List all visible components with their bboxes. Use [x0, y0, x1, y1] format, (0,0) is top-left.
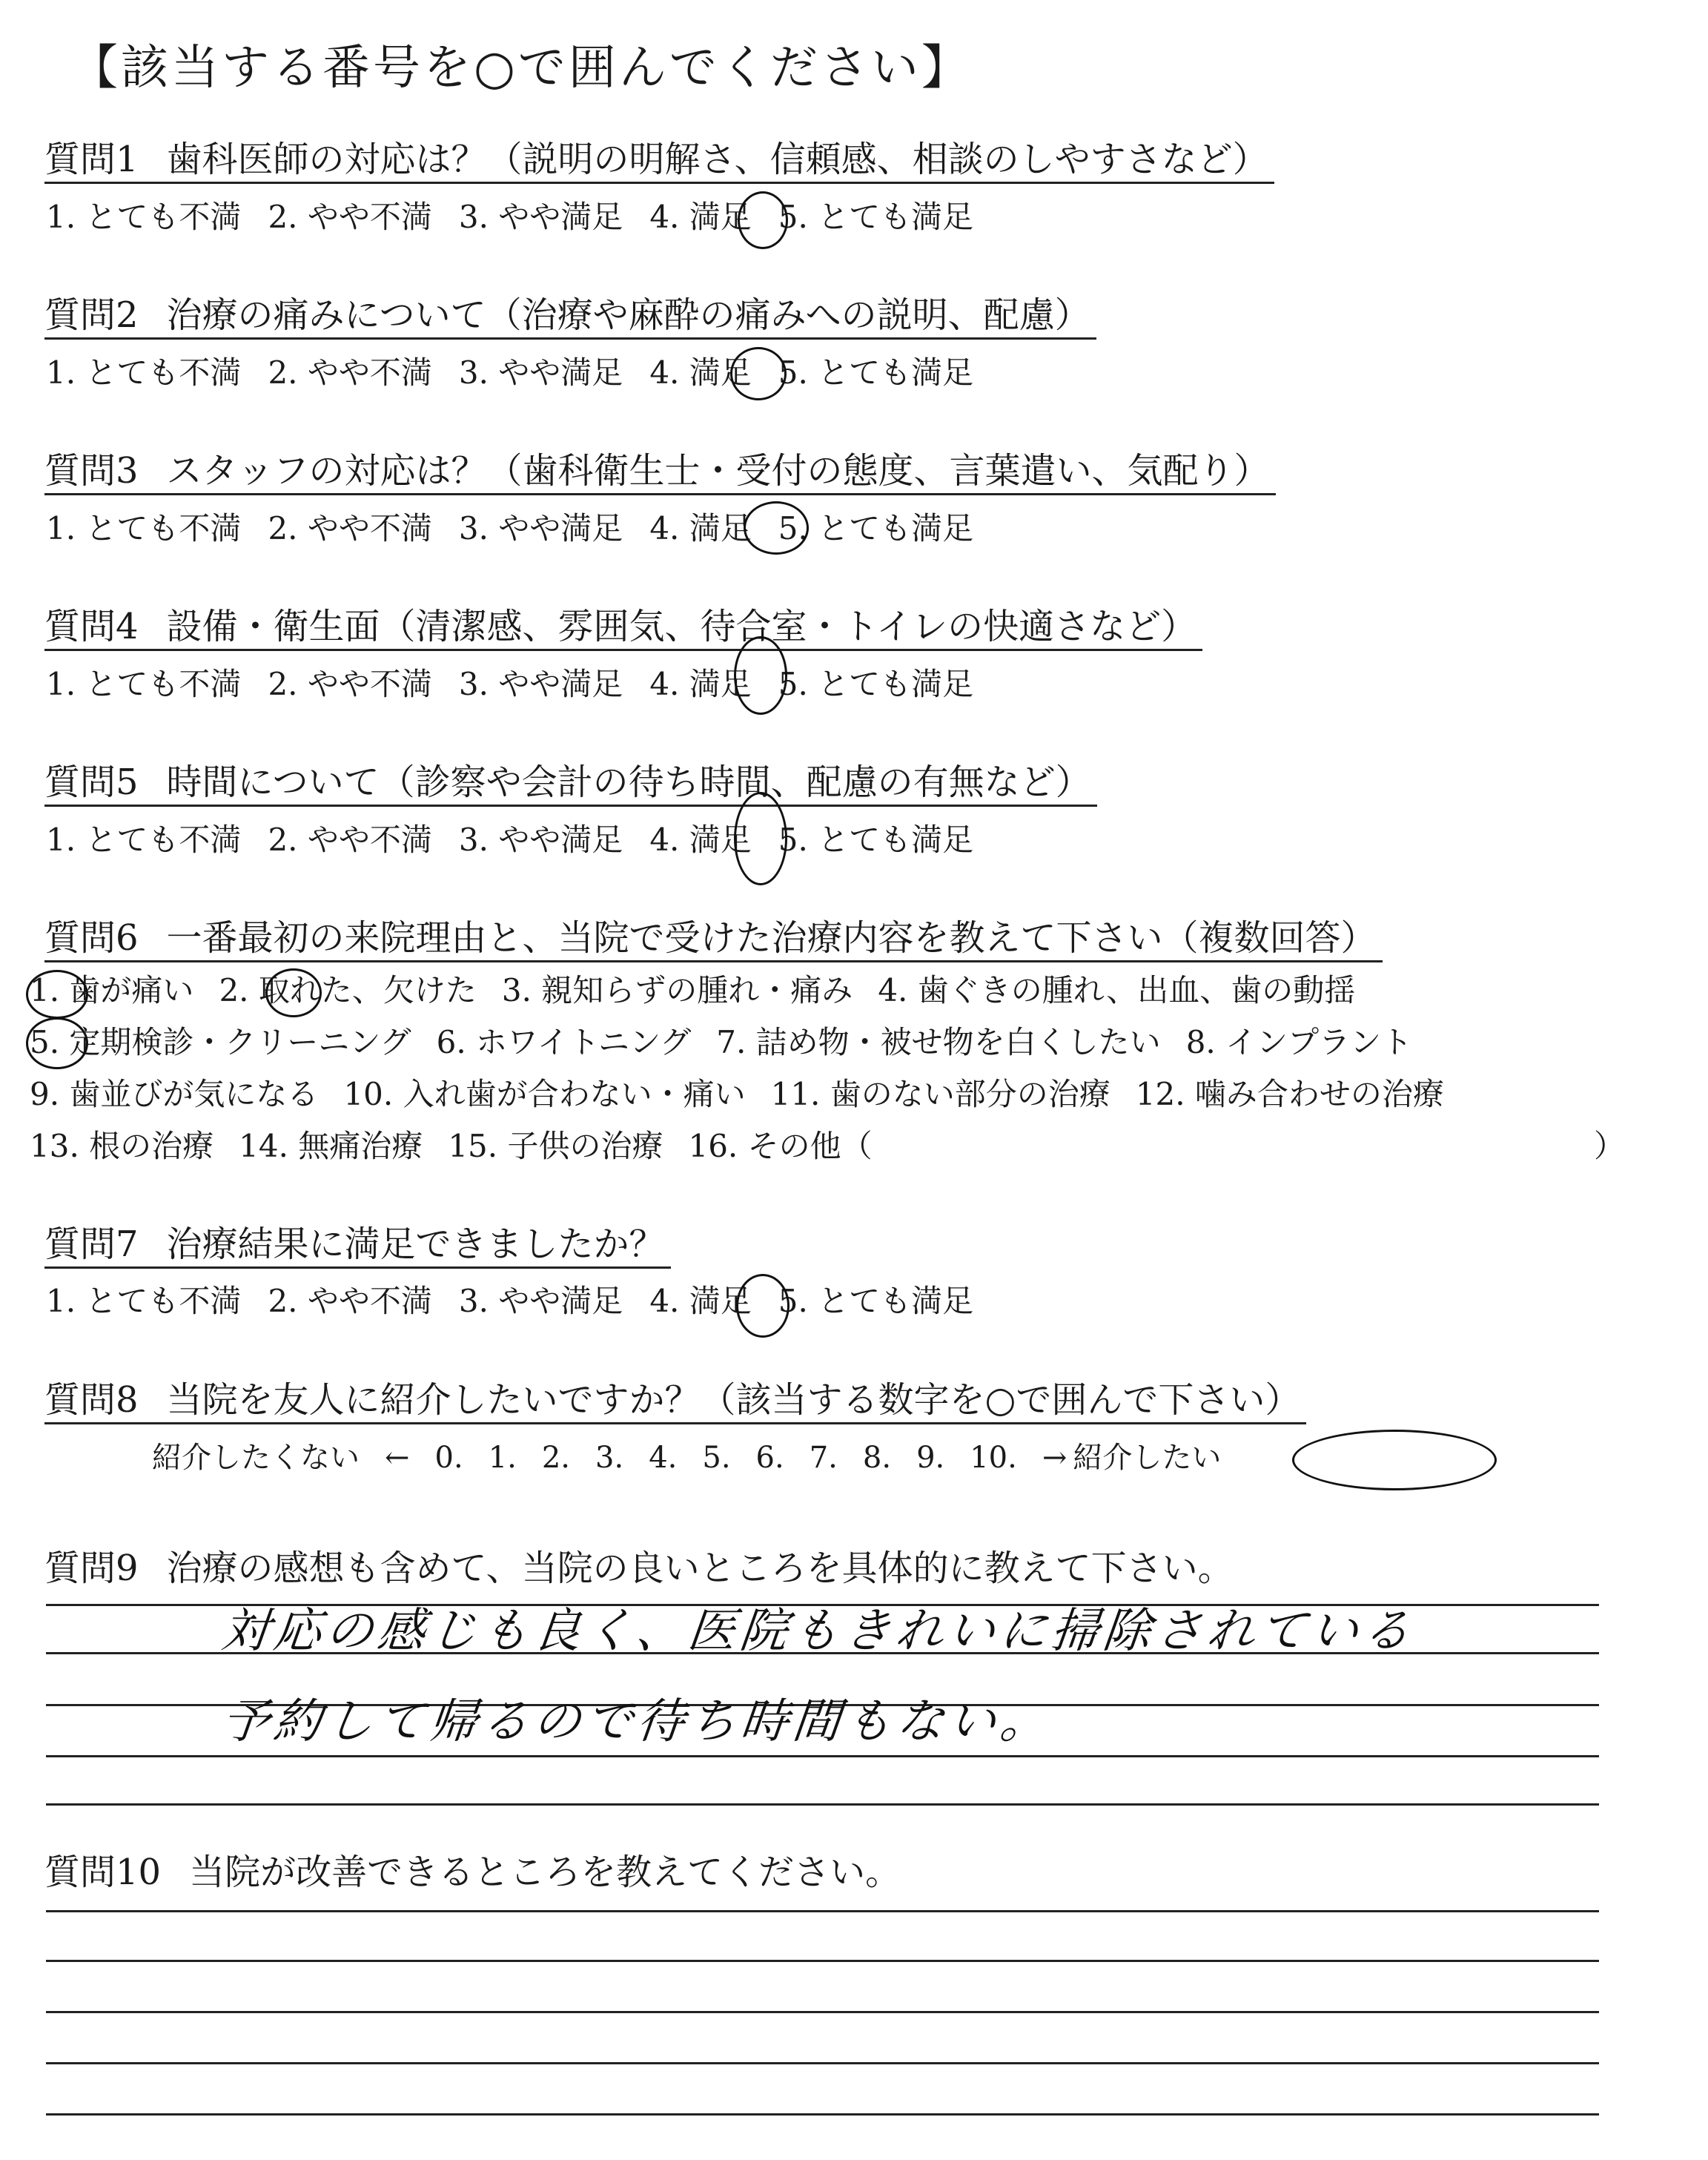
question-text: 歯科医師の対応は？（説明の明解さ、信頼感、相談のしやすさなど） [166, 139, 1268, 180]
question-text: 設備・衛生面（清潔感、雰囲気、待合室・トイレの快適さなど） [166, 606, 1197, 647]
right-arrow-icon: → [1042, 1441, 1068, 1475]
handwritten-answer-line-1[interactable]: 対応の感じも良く、医院もきれいに掃除されている [219, 1604, 1417, 1659]
question-number: 質問6 [44, 917, 139, 959]
question-number: 質問8 [44, 1379, 139, 1421]
choice-1[interactable]: 1. とても不満 [46, 354, 242, 391]
choice-2[interactable]: 2. やや不満 [268, 510, 432, 546]
q6-option-11[interactable]: 11. 歯のない部分の治療 [770, 1076, 1110, 1112]
question-8-title [44, 1378, 1306, 1424]
choice-2[interactable]: 2. やや不満 [268, 1283, 432, 1319]
question-text: 治療の感想も含めて、当院の良いところを具体的に教えて下さい。 [166, 1548, 1234, 1589]
choice-2[interactable]: 2. やや不満 [268, 666, 432, 702]
choice-1[interactable]: 1. とても不満 [46, 510, 242, 546]
question-number: 質問5 [44, 762, 139, 803]
choice-4[interactable]: 4. 満足 [649, 822, 752, 858]
question-9-title [44, 1546, 1234, 1591]
q6-option-6[interactable]: 6. ホワイトニング [436, 1024, 692, 1060]
question-6-title [44, 916, 1383, 962]
q6-option-5[interactable]: 5. 定期検診・クリーニング [30, 1024, 411, 1060]
q8-option-8[interactable]: 8. [862, 1441, 892, 1475]
answer-line [46, 1910, 1599, 1912]
question-7-title [44, 1222, 671, 1269]
choice-1[interactable]: 1. とても不満 [46, 199, 242, 235]
answer-circle-mark [730, 347, 787, 400]
q6-options-row-4 [30, 1127, 1626, 1166]
question-text: スタッフの対応は？（歯科衛生士・受付の態度、言葉遣い、気配り） [166, 450, 1270, 492]
choice-5[interactable]: 5. とても満足 [778, 510, 974, 546]
q8-option-5[interactable]: 5. [702, 1441, 731, 1475]
q8-option-0[interactable]: 0. [434, 1441, 463, 1475]
q6-option-10[interactable]: 10. 入れ歯が合わない・痛い [343, 1076, 746, 1112]
question-text: 当院が改善できるところを教えてください。 [189, 1852, 901, 1893]
answer-line [46, 2062, 1599, 2064]
answer-circle-mark [734, 792, 787, 885]
q8-option-4[interactable]: 4. [649, 1441, 678, 1475]
question-text: 治療の痛みについて（治療や麻酔の痛みへの説明、配慮） [166, 294, 1090, 336]
question-3-choices [46, 510, 1000, 547]
question-4-choices [46, 666, 1000, 703]
question-number: 質問1 [44, 139, 139, 180]
choice-4[interactable]: 4. 満足 [649, 1283, 752, 1319]
choice-2[interactable]: 2. やや不満 [268, 199, 432, 235]
choice-1[interactable]: 1. とても不満 [46, 666, 242, 702]
choice-1[interactable]: 1. とても不満 [46, 1283, 242, 1319]
question-number: 質問9 [44, 1548, 139, 1589]
q8-option-2[interactable]: 2. [541, 1441, 571, 1475]
choice-2[interactable]: 2. やや不満 [268, 354, 432, 391]
question-text: 一番最初の来院理由と、当院で受けた治療内容を教えて下さい（複数回答） [166, 917, 1377, 959]
choice-3[interactable]: 3. やや満足 [458, 1283, 623, 1319]
choice-3[interactable]: 3. やや満足 [458, 199, 623, 235]
choice-4[interactable]: 4. 満足 [649, 510, 752, 546]
choice-5[interactable]: 5. とても満足 [778, 354, 974, 391]
question-text: 当院を友人に紹介したいですか？（該当する数字を○で囲んで下さい） [166, 1379, 1301, 1421]
q6-option-7[interactable]: 7. 詰め物・被せ物を白くしたい [716, 1024, 1161, 1060]
choice-5[interactable]: 5. とても満足 [778, 666, 974, 702]
question-number: 質問10 [44, 1852, 162, 1893]
answer-circle-mark [1292, 1430, 1497, 1490]
q6-option-1[interactable]: 1. 歯が痛い [30, 972, 194, 1008]
choice-3[interactable]: 3. やや満足 [458, 510, 623, 546]
q6-option-13[interactable]: 13. 根の治療 [30, 1128, 214, 1164]
question-text: 時間について（診察や会計の待ち時間、配慮の有無など） [166, 762, 1091, 803]
question-7-choices [46, 1283, 1000, 1320]
choice-1[interactable]: 1. とても不満 [46, 822, 242, 858]
page-title: 【該当する番号を○で囲んでください】 [70, 41, 972, 96]
choice-3[interactable]: 3. やや満足 [458, 666, 623, 702]
handwritten-answer-line-2[interactable]: 予約して帰るので待ち時間もない。 [219, 1694, 1056, 1749]
q6-option-12[interactable]: 12. 噛み合わせの治療 [1135, 1076, 1444, 1112]
q8-recommend-scale [152, 1439, 1246, 1477]
answer-line [46, 1803, 1599, 1806]
question-number: 質問7 [44, 1223, 139, 1265]
choice-3[interactable]: 3. やや満足 [458, 822, 623, 858]
choice-2[interactable]: 2. やや不満 [268, 822, 432, 858]
q8-left-label: 紹介したくない [152, 1441, 360, 1475]
q8-option-10[interactable]: 10. [970, 1441, 1017, 1475]
q6-option-14[interactable]: 14. 無痛治療 [239, 1128, 423, 1164]
question-5-choices [46, 822, 1000, 859]
question-1-choices [46, 199, 1000, 236]
q8-option-1[interactable]: 1. [488, 1441, 517, 1475]
question-number: 質問4 [44, 606, 139, 647]
answer-circle-mark [734, 636, 787, 715]
q6-option-3[interactable]: 3. 親知らずの腫れ・痛み [501, 972, 853, 1008]
question-3-title [44, 449, 1276, 495]
q6-options-row-3 [30, 1075, 1469, 1114]
q8-option-6[interactable]: 6. [755, 1441, 784, 1475]
q8-option-3[interactable]: 3. [595, 1441, 624, 1475]
question-number: 質問2 [44, 294, 139, 336]
answer-line [46, 1960, 1599, 1962]
question-4-title [44, 604, 1202, 651]
q6-option-4[interactable]: 4. 歯ぐきの腫れ、出血、歯の動揺 [878, 972, 1356, 1008]
answer-circle-mark [744, 501, 809, 555]
answer-circle-mark [26, 1017, 88, 1069]
choice-5[interactable]: 5. とても満足 [778, 199, 974, 235]
q6-options-row-2 [30, 1023, 1437, 1062]
choice-5[interactable]: 5. とても満足 [778, 822, 974, 858]
answer-line [46, 1755, 1599, 1757]
answer-circle-mark [265, 968, 322, 1017]
q6-option-15[interactable]: 15. 子供の治療 [448, 1128, 663, 1164]
q8-right-label[interactable]: 紹介したい [1073, 1441, 1222, 1475]
question-text: 治療結果に満足できましたか？ [166, 1223, 665, 1265]
question-number: 質問3 [44, 450, 139, 492]
question-5-title [44, 760, 1097, 807]
q6-option-16[interactable]: 16. その他（ [688, 1128, 873, 1164]
question-10-title [44, 1850, 901, 1895]
choice-5[interactable]: 5. とても満足 [778, 1283, 974, 1319]
choice-4[interactable]: 4. 満足 [649, 666, 752, 702]
q6-option-9[interactable]: 9. 歯並びが気になる [30, 1076, 319, 1112]
q8-option-7[interactable]: 7. [809, 1441, 838, 1475]
q6-options-row-1 [30, 971, 1380, 1010]
answer-line [46, 2113, 1599, 2116]
question-2-choices [46, 354, 1000, 392]
answer-circle-mark [736, 1274, 790, 1338]
question-2-title [44, 293, 1096, 340]
choice-3[interactable]: 3. やや満足 [458, 354, 623, 391]
q8-option-9[interactable]: 9. [916, 1441, 945, 1475]
q6-option-8[interactable]: 8. インプラント [1185, 1024, 1413, 1060]
question-1-title [44, 137, 1274, 184]
q6-option-2[interactable]: 2. 取れた、欠けた [219, 972, 477, 1008]
q6-other-close-paren: ） [1594, 1128, 1626, 1164]
choice-4[interactable]: 4. 満足 [649, 199, 752, 235]
answer-line [46, 2011, 1599, 2013]
answer-circle-mark [26, 970, 88, 1019]
left-arrow-icon: ← [385, 1441, 410, 1475]
answer-circle-mark [738, 191, 788, 249]
choice-4[interactable]: 4. 満足 [649, 354, 752, 391]
